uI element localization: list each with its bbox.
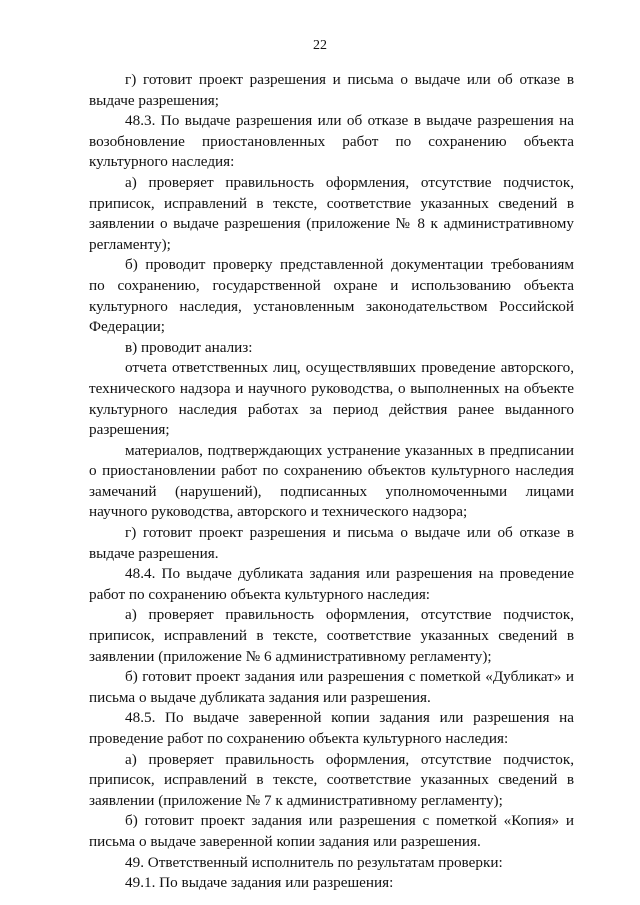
paragraph-8: г) готовит проект разрешения и письма о выдаче или об отказе в выдаче разрешения. — [89, 524, 574, 562]
paragraph-3: а) проверяет правильность оформления, отсутствие подчисток, приписок, исправлений в тексте, соответствие указанных сведений в заявлении о выдаче разрешения (приложение № 8 к административному регламенту); — [89, 173, 574, 253]
document-body — [89, 70, 574, 894]
paragraph-7: материалов, подтверждающих устранение указанных в предписании о приостановлении работ по сохранению объектов культурного наследия замечаний (нарушений), подписанных уполномоченными лицами научного руководства, авторского и технического надзора; — [89, 441, 574, 521]
page-number: 22 — [313, 38, 327, 53]
paragraph-2: 48.3. По выдаче разрешения или об отказе в выдаче разрешения на возобновление приостановленных работ по сохранению объекта культурного наследия: — [89, 112, 574, 171]
paragraph-6: отчета ответственных лиц, осуществлявших проведение авторского, технического надзора и научного руководства, о выполненных на объекте культурного наследия работах за период действия ранее выданного разрешения; — [89, 359, 574, 439]
paragraph-4: б) проводит проверку представленной документации требованиям по сохранению, государственной охране и использованию объекта культурного наследия, установленным законодательством Российской Федерации; — [89, 256, 574, 336]
paragraph-13: а) проверяет правильность оформления, отсутствие подчисток, приписок, исправлений в тексте, соответствие указанных сведений в заявлении (приложение № 7 к административному регламенту); — [89, 750, 574, 809]
paragraph-10: а) проверяет правильность оформления, отсутствие подчисток, приписок, исправлений в тексте, соответствие указанных сведений в заявлении (приложение № 6 административному регламенту); — [89, 606, 574, 665]
paragraph-11: б) готовит проект задания или разрешения с пометкой «Дубликат» и письма о выдаче дубликата задания или разрешения. — [89, 668, 574, 706]
paragraph-5: в) проводит анализ: — [125, 338, 253, 356]
paragraph-14: б) готовит проект задания или разрешения с пометкой «Копия» и письма о выдаче заверенной копии задания или разрешения. — [89, 812, 574, 850]
paragraph-12: 48.5. По выдаче заверенной копии задания или разрешения на проведение работ по сохранению объекта культурного наследия: — [89, 709, 574, 747]
paragraph-15: 49. Ответственный исполнитель по результатам проверки: — [125, 853, 503, 871]
paragraph-16: 49.1. По выдаче задания или разрешения: — [125, 874, 394, 892]
paragraph-9: 48.4. По выдаче дубликата задания или разрешения на проведение работ по сохранению объекта культурного наследия: — [89, 565, 574, 603]
paragraph-1: г) готовит проект разрешения и письма о выдаче или об отказе в выдаче разрешения; — [89, 71, 574, 109]
